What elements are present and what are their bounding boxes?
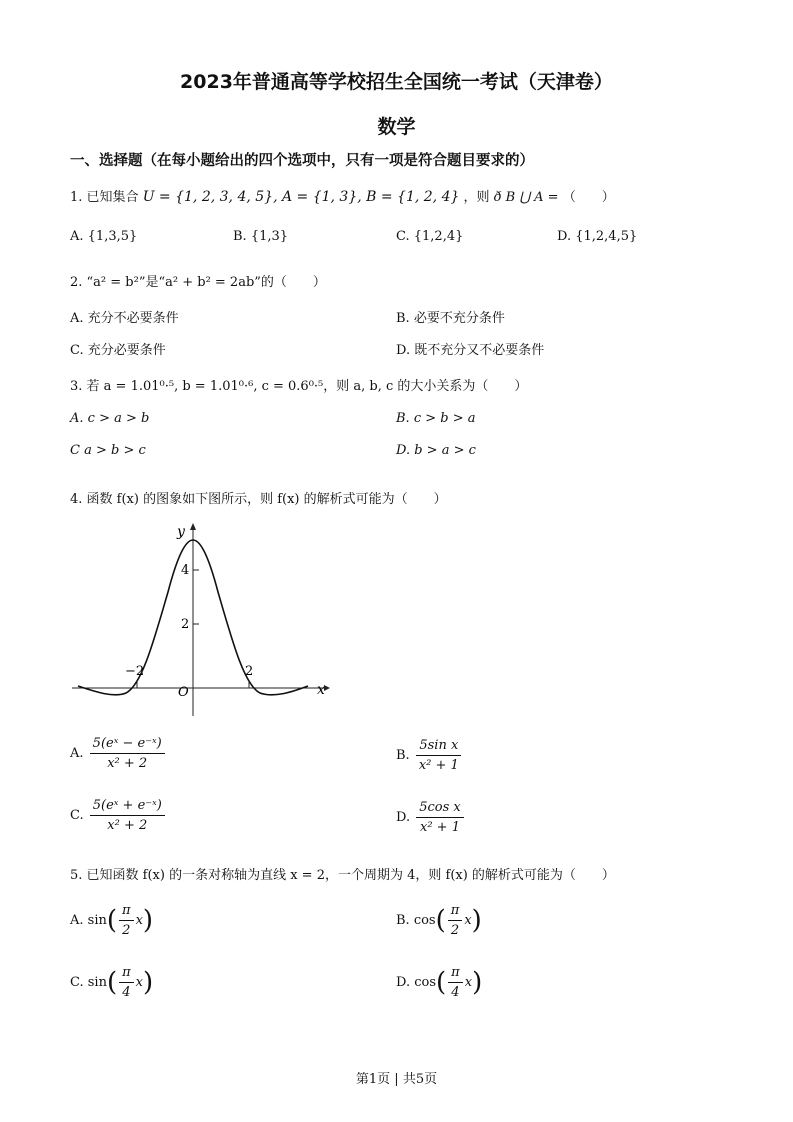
q5-option-d-fn: cos [414,975,437,990]
q5-option-c-label: C. [70,975,84,990]
q5-option-c-fraction [119,965,134,1000]
question-2-stem: 2. “a² = b²”是“a² + b² = 2ab”的（ ） [70,275,326,290]
q4-option-d-denominator: x² + 1 [420,820,460,835]
page-footer: 第1页 | 共5页 [355,1072,438,1087]
q5-option-a-fraction [119,903,134,938]
origin-label: O [178,685,189,700]
q5-option-a-label: A. [70,913,84,928]
q4-option-c [70,798,167,833]
q1-option-c: C. {1,2,4} [396,229,464,244]
q2-option-d: D. 既不充分又不必要条件 [396,343,545,358]
q5-option-b-numerator: π [448,903,463,921]
q4-option-d-fraction [416,800,464,835]
q2-option-b: B. 必要不充分条件 [396,311,505,326]
q5-option-d-denominator: 4 [451,985,460,1000]
q2-option-a: A. 充分不必要条件 [70,311,179,326]
q4-option-a-denominator: x² + 2 [107,756,148,771]
q5-option-b-fraction [448,903,463,938]
q1-sets: U = {1, 2, 3, 4, 5}, A = {1, 3}, B = {1, 2, 4} [142,189,460,205]
q4-option-b-numerator: 5sin x [416,738,461,756]
q4-option-d-label: D. [396,810,411,825]
q5-option-b-fn: cos [413,913,436,928]
x-axis-label: x [317,682,325,698]
q1-option-b: B. {1,3} [233,229,289,244]
q1-option-a: A. {1,3,5} [70,229,138,244]
q4-option-b [396,738,464,773]
y-axis-arrow [190,523,196,530]
exam-title: 2023年普通高等学校招生全国统一考试（天津卷） [180,71,613,93]
q4-option-b-denominator: x² + 1 [418,758,459,773]
q4-option-a-fraction [90,736,165,771]
question-3-stem: 3. 若 a = 1.01⁰·⁵, b = 1.01⁰·⁶, c = 0.6⁰·⁵，则 a, b, c 的大小关系为（ ） [70,379,528,394]
q3-option-d: D. b > a > c [396,443,476,458]
x-tick-label-2: 2 [245,664,254,679]
q2-option-c: C. 充分必要条件 [70,343,166,358]
q5-option-a-var: x [135,913,143,928]
q5-option-a-numerator: π [119,903,134,921]
question-5-stem: 5. 已知函数 f(x) 的一条对称轴为直线 x = 2，一个周期为 4，则 f(x) 的解析式可能为（ ） [70,868,615,883]
q5-option-c-numerator: π [119,965,134,983]
q4-option-c-numerator: 5(eˣ + e⁻ˣ) [90,798,165,816]
question-4-stem: 4. 函数 f(x) 的图象如下图所示，则 f(x) 的解析式可能为（ ） [70,492,447,507]
x-tick-label-neg2: −2 [125,664,145,679]
q1-then: ，则 [463,190,490,205]
q4-option-a-numerator: 5(eˣ − e⁻ˣ) [90,736,165,754]
subject-title: 数学 [377,116,416,138]
q4-option-d [396,800,466,835]
q5-option-c: C. sin( $\frac{\pi}{4}$ x) [70,965,154,1000]
q1-expression: B ⋃ A = [505,190,559,205]
q5-option-b-label: B. [396,913,410,928]
q5-option-c-fn: sin [87,975,107,990]
y-tick-label-2: 2 [181,617,190,632]
q5-option-d-label: D. [396,975,411,990]
q5-option-a-denominator: 2 [122,923,131,938]
q1-stem-text: 1. 已知集合 [70,190,139,205]
q4-option-c-label: C. [70,808,84,823]
q5-option-b-var: x [464,913,472,928]
q4-option-b-label: B. [396,748,410,763]
q4-option-c-fraction [90,798,165,833]
q5-option-b-denominator: 2 [450,923,460,938]
q5-option-d-fraction [448,965,463,1000]
function-graph [68,520,338,720]
q3-option-b: B. c > b > a [396,411,476,426]
q1-complement-symbol: ð [493,190,502,205]
q4-option-b-fraction [416,738,462,773]
y-axis-label: y [177,524,185,540]
q5-option-d: D. cos( $\frac{\pi}{4}$ x) [396,965,483,1000]
q4-option-a [70,736,167,771]
q4-option-a-label: A. [70,746,84,761]
q5-option-a-fn: sin [87,913,107,928]
q3-option-c: C a > b > c [70,443,146,458]
q5-option-d-numerator: π [448,965,463,983]
q4-option-c-denominator: x² + 2 [107,818,148,833]
question-1-stem [70,186,615,205]
q3-option-a: A. c > a > b [70,411,150,426]
section-heading: 一、选择题（在每小题给出的四个选项中，只有一项是符合题目要求的） [70,153,534,169]
q5-option-b: B. cos( $\frac{\pi}{2}$ x) [396,903,482,938]
q1-blank: （ ） [562,190,615,205]
q4-option-d-numerator: 5cos x [416,800,464,818]
y-tick-label-4: 4 [181,563,190,578]
q5-option-c-var: x [135,975,144,990]
q5-option-c-denominator: 4 [122,985,131,1000]
q5-option-a: A. sin( $\frac{\pi}{2}$ x) [70,903,154,938]
q1-option-d: D. {1,2,4,5} [557,229,638,244]
q5-option-d-var: x [464,975,473,990]
